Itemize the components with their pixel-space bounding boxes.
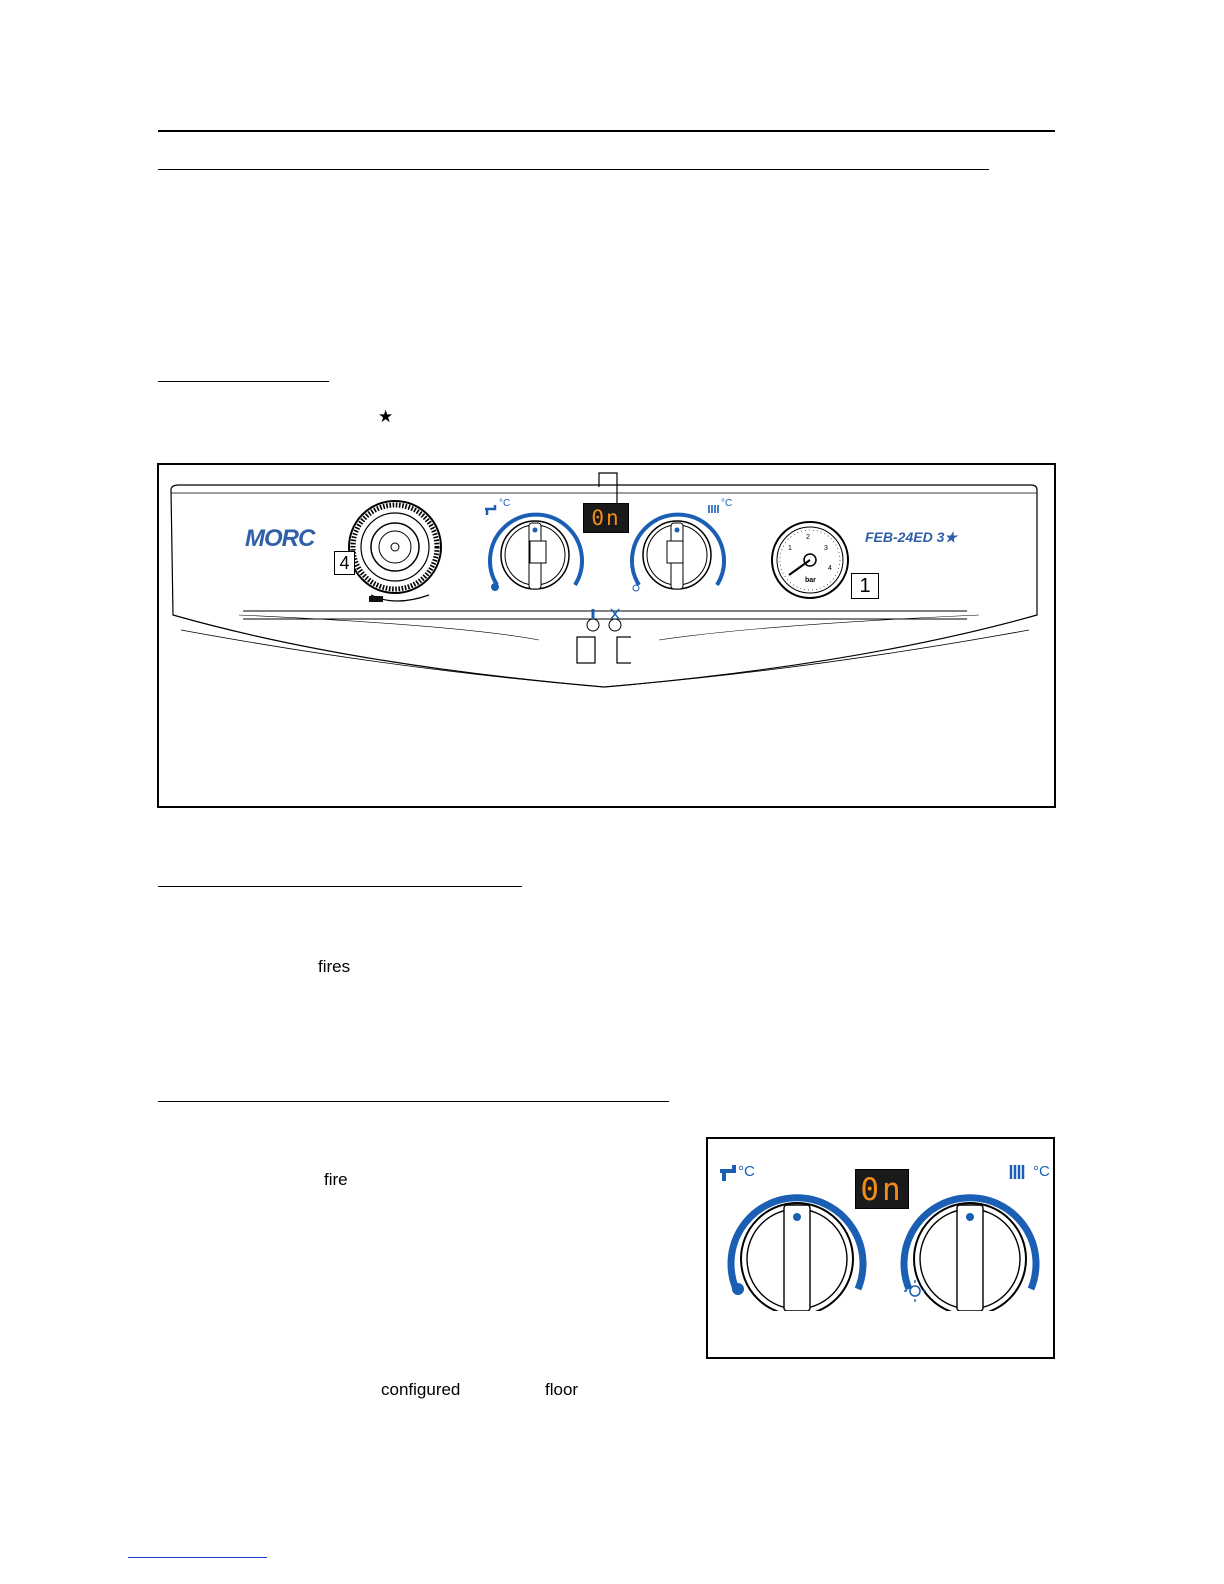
- detail-hot-water-dial[interactable]: [720, 1161, 870, 1311]
- gauge-tick-3: 3: [824, 545, 828, 552]
- detail-heating-unit: °C: [1033, 1163, 1050, 1180]
- word-configured: configured: [381, 1380, 461, 1399]
- detail-hot-water-unit: °C: [738, 1163, 755, 1180]
- heating-unit: °C: [721, 498, 733, 509]
- callout-4: 4: [334, 551, 355, 575]
- header-rule: [158, 130, 1055, 132]
- callout-1: 1: [851, 573, 879, 599]
- star-symbol: ★: [378, 407, 394, 426]
- digital-display: 0n: [583, 503, 629, 533]
- indicator-leds: [571, 595, 631, 665]
- brand-logo: MORC: [245, 525, 315, 552]
- footer-link-underline[interactable]: [128, 1557, 267, 1558]
- gauge-unit: bar: [805, 577, 816, 584]
- gauge-tick-2: 2: [806, 534, 810, 541]
- subsection-underline: [158, 381, 329, 382]
- section-underline-3: [158, 1101, 669, 1102]
- model-label: FEB-24ED 3★: [865, 529, 957, 545]
- gauge-tick-1: 1: [788, 545, 792, 552]
- word-floor: floor: [545, 1380, 579, 1399]
- detail-heating-dial[interactable]: [893, 1161, 1043, 1311]
- pressure-gauge: [765, 515, 855, 605]
- word-fire: fire: [324, 1170, 348, 1189]
- controls-detail-figure: [706, 1137, 1055, 1359]
- gauge-tick-4: 4: [828, 565, 832, 572]
- hot-water-unit: °C: [499, 498, 511, 509]
- timer-clock: [345, 497, 445, 612]
- section-title-underline: [158, 169, 989, 170]
- word-fires: fires: [318, 957, 351, 976]
- control-panel-figure: [157, 463, 1056, 808]
- heating-dial[interactable]: [625, 499, 733, 609]
- hot-water-dial[interactable]: [483, 499, 588, 609]
- section-underline-2: [158, 886, 522, 887]
- detail-digital-display: 0n: [855, 1169, 909, 1209]
